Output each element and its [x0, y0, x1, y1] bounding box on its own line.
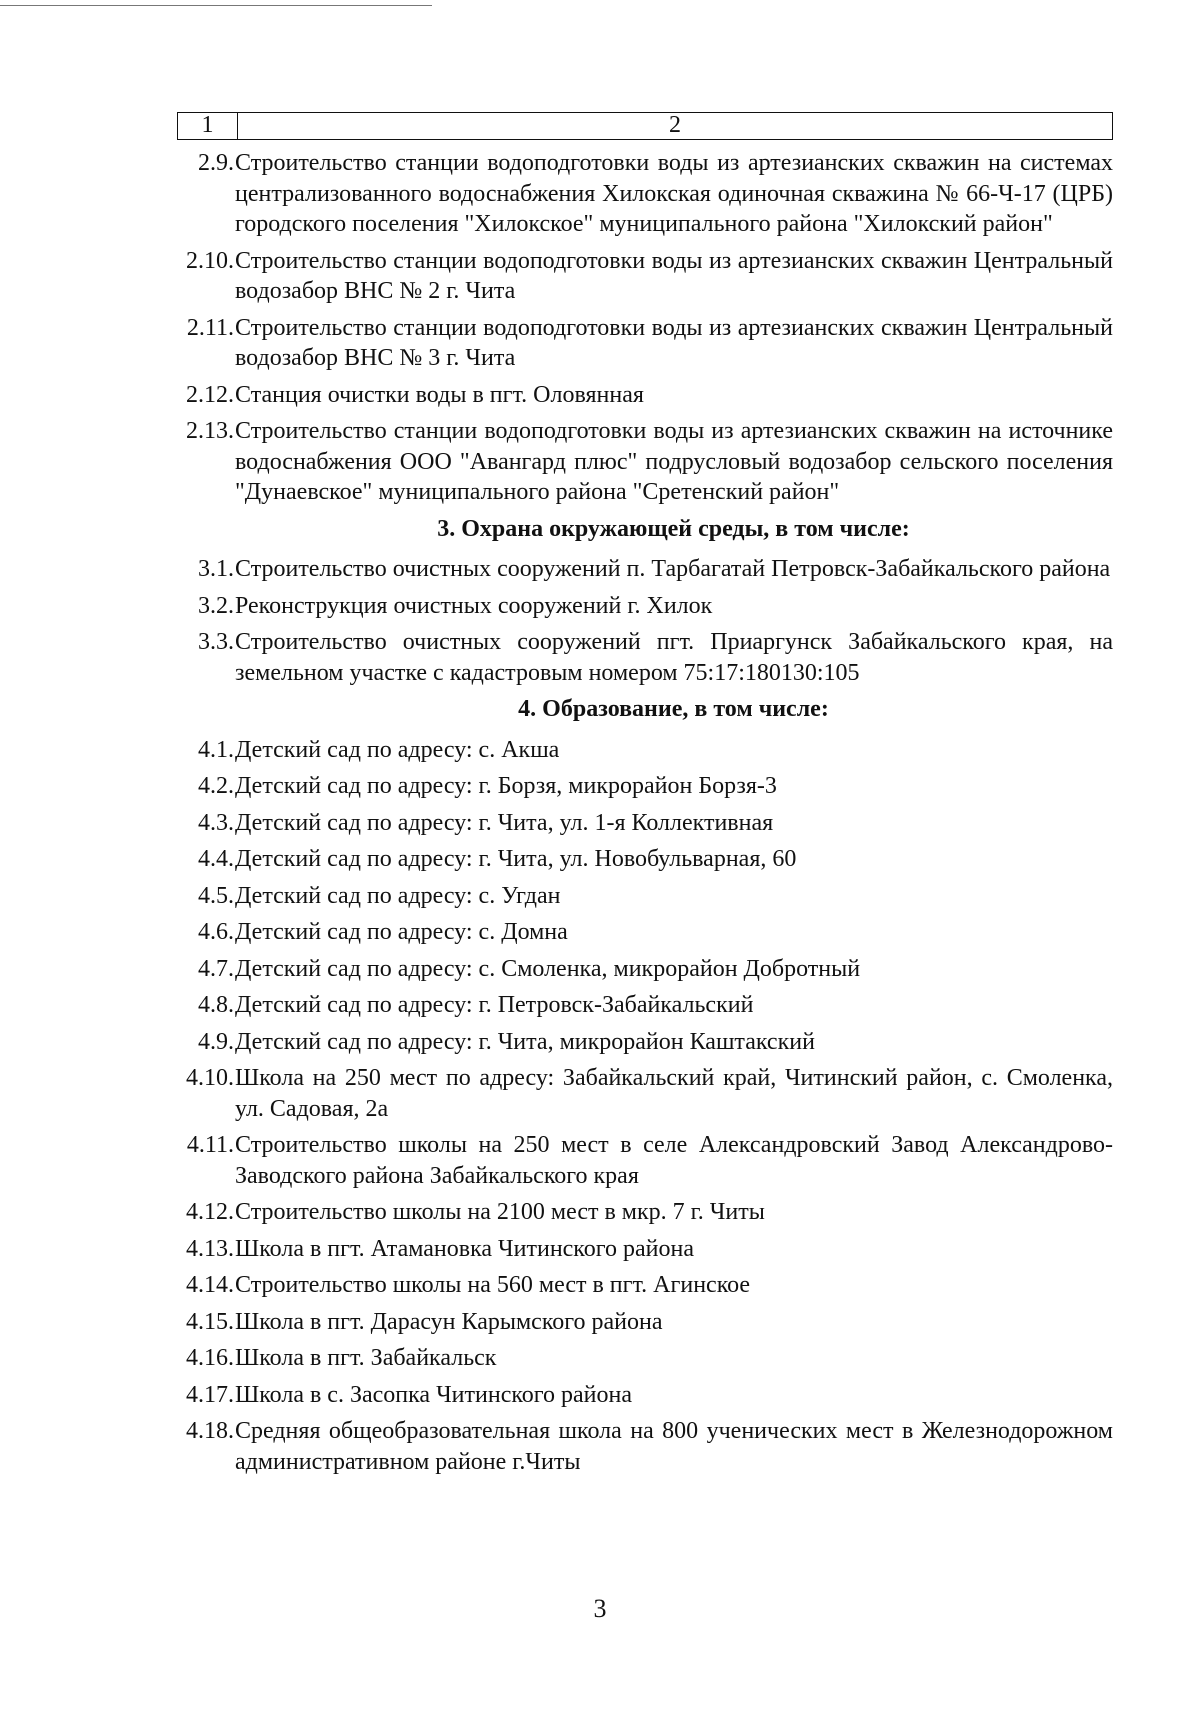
- list-item: [177, 1234, 1113, 1265]
- item-text: Детский сад по адресу: г. Чита, ул. 1-я Коллективная: [235, 809, 774, 836]
- item-number: 4.10.: [186, 1065, 234, 1091]
- list-item: [177, 148, 1113, 240]
- list-item: [177, 771, 1113, 802]
- item-text: Детский сад по адресу: г. Чита, ул. Новобульварная, 60: [235, 846, 797, 872]
- item-number: 4.4.: [198, 846, 234, 872]
- list-item: [177, 1307, 1113, 1338]
- item-number: 4.1.: [198, 736, 234, 763]
- list-item: [177, 591, 1113, 622]
- list-item: [177, 954, 1113, 985]
- item-text: Детский сад по адресу: г. Чита, микрорайон Каштакский: [235, 1028, 815, 1055]
- item-number: 4.8.: [198, 992, 234, 1018]
- item-text: Детский сад по адресу: г. Борзя, микрорайон Борзя-3: [235, 773, 777, 799]
- column-header-2: 2: [669, 112, 681, 138]
- item-number: 4.18.: [186, 1418, 234, 1444]
- item-number: 4.17.: [186, 1381, 234, 1408]
- item-number: 3.2.: [198, 592, 234, 619]
- item-number: 4.5.: [198, 882, 234, 909]
- item-text: Строительство очистных сооружений пгт. Приаргунск Забайкальского края, на земельном участке с кадастровым номером 75:17:180130:105: [235, 629, 1113, 686]
- list-item: [177, 1027, 1113, 1058]
- item-text: Школа в пгт. Атамановка Читинского района: [235, 1235, 694, 1262]
- list-item: [177, 1270, 1113, 1301]
- list-item: [177, 554, 1113, 585]
- item-number: 2.11.: [186, 314, 234, 341]
- item-text: Средняя общеобразовательная школа на 800 ученических мест в Железнодорожном административном районе г.Читы: [235, 1418, 1113, 1475]
- item-text: Детский сад по адресу: г. Петровск-Забайкальский: [235, 992, 754, 1018]
- list-item: [177, 246, 1113, 307]
- item-number: 2.9.: [198, 150, 234, 176]
- item-text: Станция очистки воды в пгт. Оловянная: [235, 381, 644, 408]
- list-item: [177, 1416, 1113, 1477]
- item-text: Детский сад по адресу: с. Акша: [235, 736, 560, 763]
- item-text: Строительство станции водоподготовки воды из артезианских скважин на источнике водоснабжения ООО "Авангард плюс" подрусловый водозабор сельского поселения "Дунаевское" муниципального района "Сретенский район": [235, 418, 1113, 505]
- item-text: Строительство школы на 2100 мест в мкр. 7 г. Читы: [235, 1199, 765, 1225]
- item-text: Строительство очистных сооружений п. Тарбагатай Петровск-Забайкальского района: [235, 556, 1111, 582]
- item-number: 4.15.: [186, 1308, 234, 1335]
- item-number: 4.14.: [186, 1272, 234, 1298]
- item-text: Школа в с. Засопка Читинского района: [235, 1381, 633, 1408]
- list-item: [177, 1197, 1113, 1228]
- item-text: Строительство станции водоподготовки воды из артезианских скважин Центральный водозабор ВНС № 3 г. Чита: [235, 314, 1113, 371]
- list-item: [177, 808, 1113, 839]
- item-number: 4.12.: [186, 1199, 234, 1225]
- top-rule: [0, 5, 432, 6]
- item-number: 2.10.: [186, 247, 234, 274]
- list-item: [177, 380, 1113, 411]
- list-item: [177, 1063, 1113, 1124]
- list-item: [177, 1380, 1113, 1411]
- list-item: [177, 1130, 1113, 1191]
- column-header-1: 1: [178, 113, 238, 139]
- column-header-table: [177, 112, 1113, 140]
- item-number: 3.1.: [198, 556, 234, 582]
- item-number: 4.6.: [198, 919, 234, 945]
- list-item: [177, 627, 1113, 688]
- item-text: Строительство школы на 560 мест в пгт. Агинское: [235, 1272, 751, 1298]
- item-text: Детский сад по адресу: с. Смоленка, микрорайон Добротный: [235, 955, 861, 982]
- item-text: Реконструкция очистных сооружений г. Хилок: [235, 592, 713, 619]
- section-heading: 3. Охрана окружающей среды, в том числе:: [437, 515, 910, 542]
- item-number: 2.12.: [186, 381, 234, 408]
- list-item: [177, 735, 1113, 766]
- item-number: 3.3.: [198, 629, 234, 655]
- item-number: 4.2.: [198, 773, 234, 799]
- section-heading: 4. Образование, в том числе:: [518, 696, 829, 722]
- list-item: [177, 990, 1113, 1021]
- item-number: 4.11.: [186, 1132, 234, 1158]
- item-text: Строительство станции водоподготовки воды из артезианских скважин на системах централизованного водоснабжения Хилокская одиночная скважина № 66-Ч-17 (ЦРБ) городского поселения "Хилокское" муниципального района "Хилокский район": [235, 150, 1113, 237]
- item-text: Строительство станции водоподготовки воды из артезианских скважин Центральный водозабор ВНС № 2 г. Чита: [235, 247, 1113, 304]
- item-text: Школа в пгт. Забайкальск: [235, 1345, 497, 1371]
- item-number: 4.13.: [186, 1235, 234, 1262]
- page-number: 3: [593, 1594, 607, 1623]
- item-text: Школа на 250 мест по адресу: Забайкальский край, Читинский район, с. Смоленка, ул. Садовая, 2а: [235, 1065, 1113, 1122]
- item-text: Детский сад по адресу: с. Угдан: [235, 882, 561, 909]
- item-number: 2.13.: [186, 418, 234, 444]
- list-item: [177, 881, 1113, 912]
- item-number: 4.3.: [198, 809, 234, 836]
- list-item: [177, 416, 1113, 508]
- list-item: [177, 844, 1113, 875]
- item-number: 4.9.: [198, 1028, 234, 1055]
- item-number: 4.16.: [186, 1345, 234, 1371]
- item-text: Детский сад по адресу: с. Домна: [235, 919, 568, 945]
- document-body: [177, 148, 1113, 1483]
- list-item: [177, 1343, 1113, 1374]
- item-text: Строительство школы на 250 мест в селе Александровский Завод Александрово-Заводского района Забайкальского края: [235, 1132, 1113, 1189]
- list-item: [177, 917, 1113, 948]
- list-item: [177, 313, 1113, 374]
- item-number: 4.7.: [198, 955, 234, 982]
- item-text: Школа в пгт. Дарасун Карымского района: [235, 1308, 663, 1335]
